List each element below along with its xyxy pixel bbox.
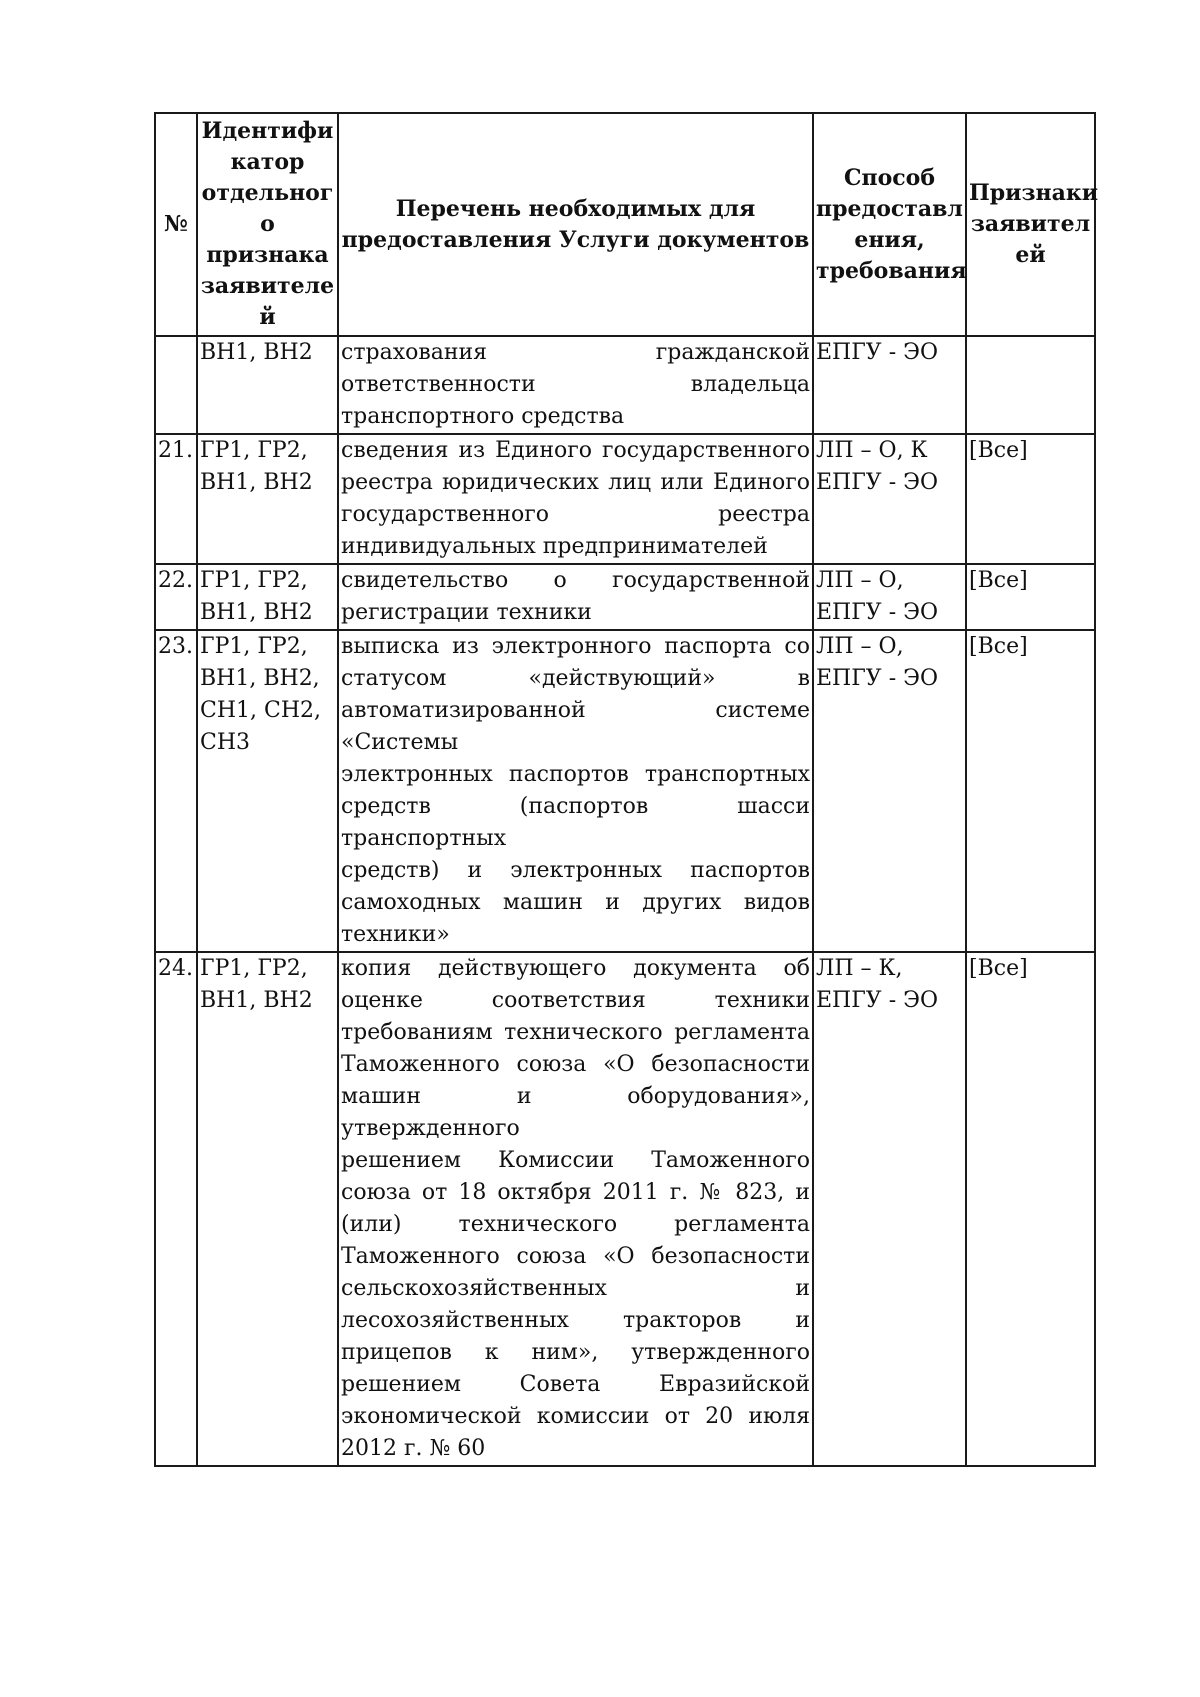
document-text-line: государственного реестра <box>341 502 810 527</box>
document-text-line: копия действующего документа об <box>341 956 810 981</box>
document-text-line: самоходных машин и других видов <box>341 890 810 915</box>
row-number <box>155 336 197 434</box>
document-text-line: свидетельство о государственной <box>341 568 810 593</box>
row-documents <box>338 564 813 630</box>
row-signs: [Все] <box>966 434 1095 564</box>
row-number: 22. <box>155 564 197 630</box>
row-signs: [Все] <box>966 952 1095 1466</box>
row-number: 23. <box>155 630 197 952</box>
document-text-line: оценке соответствия техники <box>341 988 810 1013</box>
document-text-line: автоматизированной системе «Системы <box>341 698 810 755</box>
document-text-line: ответственности владельца <box>341 372 810 397</box>
row-number: 21. <box>155 434 197 564</box>
document-text-line: (или) технического регламента <box>341 1212 810 1237</box>
row-signs: [Все] <box>966 630 1095 952</box>
row-signs: [Все] <box>966 564 1095 630</box>
document-text-line: экономической комиссии от 20 июля <box>341 1404 810 1429</box>
header-signs: Признаки заявител ей <box>966 113 1095 336</box>
document-text-line: статусом «действующий» в <box>341 666 810 691</box>
row-documents <box>338 434 813 564</box>
row-documents <box>338 336 813 434</box>
document-text-line: индивидуальных предпринимателей <box>341 534 768 559</box>
table-row <box>155 630 1095 952</box>
document-text-line: выписка из электронного паспорта со <box>341 634 810 659</box>
row-signs <box>966 336 1095 434</box>
document-text-line: Таможенного союза «О безопасности <box>341 1052 810 1077</box>
table-row <box>155 952 1095 1466</box>
table-row <box>155 564 1095 630</box>
document-text-line: лесохозяйственных тракторов и <box>341 1308 810 1333</box>
header-method: Способ предоставл ения, требования <box>813 113 966 336</box>
document-text-line: машин и оборудования», утвержденного <box>341 1084 810 1141</box>
table-header-row <box>155 113 1095 336</box>
document-text-line: транспортного средства <box>341 404 625 429</box>
document-text-line: прицепов к ним», утвержденного <box>341 1340 810 1365</box>
header-number: № <box>155 113 197 336</box>
table-row <box>155 336 1095 434</box>
document-text-line: страхования гражданской <box>341 340 810 365</box>
row-method: ЕПГУ - ЭО <box>813 336 966 434</box>
row-method: ЛП – К, ЕПГУ - ЭО <box>813 952 966 1466</box>
document-text-line: техники» <box>341 922 450 947</box>
row-method: ЛП – О, ЕПГУ - ЭО <box>813 564 966 630</box>
table-body <box>155 336 1095 1466</box>
document-text-line: сведения из Единого государственного <box>341 438 810 463</box>
document-text-line: реестра юридических лиц или Единого <box>341 470 810 495</box>
document-text-line: требованиям технического регламента <box>341 1020 810 1045</box>
row-identifier: ВН1, ВН2 <box>197 336 338 434</box>
document-text-line: решением Совета Евразийской <box>341 1372 810 1397</box>
row-identifier: ГР1, ГР2, ВН1, ВН2 <box>197 564 338 630</box>
document-text-line: сельскохозяйственных и <box>341 1276 810 1301</box>
row-documents <box>338 630 813 952</box>
row-identifier: ГР1, ГР2, ВН1, ВН2 <box>197 952 338 1466</box>
row-method: ЛП – О, К ЕПГУ - ЭО <box>813 434 966 564</box>
row-identifier: ГР1, ГР2, ВН1, ВН2 <box>197 434 338 564</box>
document-text-line: средств (паспортов шасси транспортных <box>341 794 810 851</box>
documents-table <box>154 112 1099 1467</box>
row-identifier: ГР1, ГР2, ВН1, ВН2, СН1, СН2, СН3 <box>197 630 338 952</box>
document-text-line: средств) и электронных паспортов <box>341 858 810 883</box>
document-text-line: электронных паспортов транспортных <box>341 762 810 787</box>
document-text-line: регистрации техники <box>341 600 592 625</box>
document-text-line: 2012 г. № 60 <box>341 1436 486 1461</box>
row-documents <box>338 952 813 1466</box>
row-method: ЛП – О, ЕПГУ - ЭО <box>813 630 966 952</box>
document-text-line: союза от 18 октября 2011 г. № 823, и <box>341 1180 810 1205</box>
header-documents: Перечень необходимых для предоставления Услуги документов <box>338 113 813 336</box>
table-row <box>155 434 1095 564</box>
document-text-line: решением Комиссии Таможенного <box>341 1148 810 1173</box>
header-identifier: Идентифи катор отдельног о признака заявителе й <box>197 113 338 336</box>
document-text-line: Таможенного союза «О безопасности <box>341 1244 810 1269</box>
row-number: 24. <box>155 952 197 1466</box>
